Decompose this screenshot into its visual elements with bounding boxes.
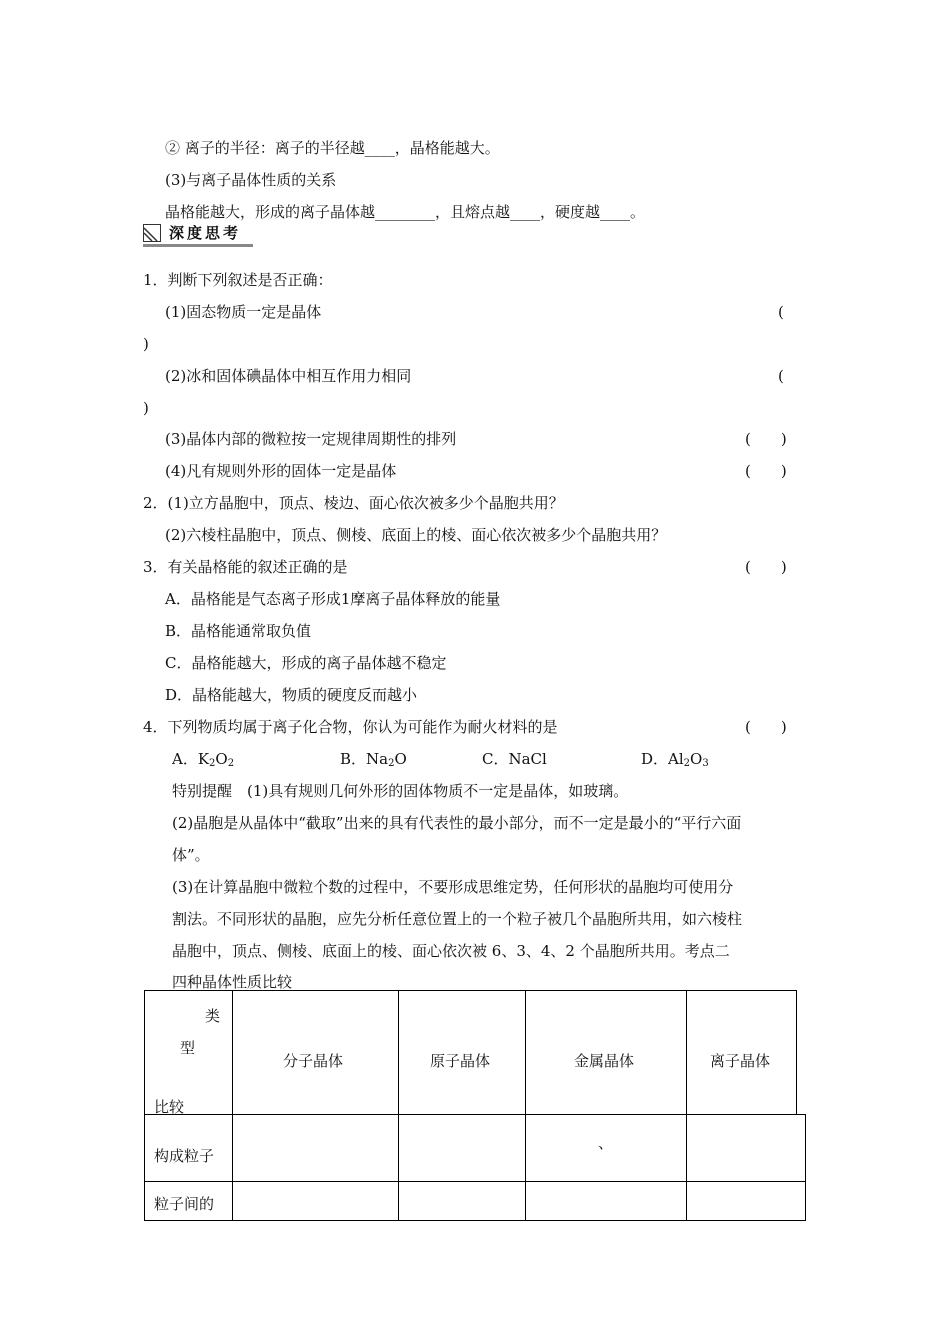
option-c: C．NaCl <box>482 750 547 768</box>
table-cell <box>232 1114 399 1182</box>
tip-line: 体”。 <box>172 846 210 864</box>
question-2-1: 2．(1)立方晶胞中，顶点、棱边、面心依次被多少个晶胞共用？ <box>143 494 564 512</box>
table-cell <box>398 1181 526 1221</box>
tip-line: 特别提醒 (1)具有规则几何外形的固体物质不一定是晶体，如玻璃。 <box>172 782 629 800</box>
question-3: 3．有关晶格能的叙述正确的是 <box>143 558 348 576</box>
column-header: 金属晶体 <box>574 1052 635 1070</box>
question-1-1: (1)固态物质一定是晶体 <box>165 303 322 321</box>
table-cell <box>525 1181 687 1221</box>
section-header <box>143 222 241 243</box>
text-line: (3)与离子晶体性质的关系 <box>165 171 337 189</box>
tip-line: 四种晶体性质比较 <box>172 973 293 991</box>
column-header: 离子晶体 <box>710 1052 771 1070</box>
section-marker-icon <box>143 224 161 242</box>
option-d: D．$Al_2O_3$ <box>641 750 709 769</box>
corner-label-middle: 型 <box>180 1039 196 1057</box>
answer-paren-close: ) <box>143 335 149 353</box>
question-1-4: (4)凡有规则外形的固体一定是晶体 <box>165 462 397 480</box>
text-line: 晶格能越大，形成的离子晶体越________，且熔点越____，硬度越____。 <box>165 203 646 221</box>
row-label: 构成粒子 <box>154 1147 215 1165</box>
option-d: D．晶格能越大，物质的硬度反而越小 <box>165 686 418 704</box>
option-b: B．$Na_2O$ <box>340 750 407 769</box>
table-cell <box>686 1181 806 1221</box>
answer-paren: ( ) <box>745 462 787 480</box>
section-title: 深度思考 <box>169 224 242 242</box>
question-1-3: (3)晶体内部的微粒按一定规律周期性的排列 <box>165 430 457 448</box>
corner-label-bottom: 比较 <box>154 1098 185 1116</box>
option-a: A．$K_2O_2$ <box>172 750 235 769</box>
tip-line: (2)晶胞是从晶体中“截取”出来的具有代表性的最小部分，而不一定是最小的“平行六面 <box>172 814 742 832</box>
text-line: ② 离子的半径：离子的半径越____，晶格能越大。 <box>165 139 500 157</box>
question-4: 4．下列物质均属于离子化合物，你认为可能作为耐火材料的是 <box>143 718 558 736</box>
stray-mark: 、 <box>598 1134 614 1152</box>
column-header: 分子晶体 <box>283 1052 344 1070</box>
option-a: A．晶格能是气态离子形成1摩离子晶体释放的能量 <box>165 590 501 608</box>
answer-paren: ( ) <box>745 558 787 576</box>
answer-paren-open: ( <box>778 303 784 321</box>
section-underline <box>143 244 253 247</box>
table-cell <box>232 1181 399 1221</box>
table-cell <box>398 1114 526 1182</box>
tip-line: 晶胞中，顶点、侧棱、底面上的棱、面心依次被 6、3、4、2 个晶胞所共用。考点二 <box>172 942 730 960</box>
option-b: B．晶格能通常取负值 <box>165 622 312 640</box>
option-c: C．晶格能越大，形成的离子晶体越不稳定 <box>165 654 447 672</box>
question-2-2: (2)六棱柱晶胞中，顶点、侧棱、底面上的棱、面心依次被多少个晶胞共用？ <box>165 526 667 544</box>
tip-line: (3)在计算晶胞中微粒个数的过程中，不要形成思维定势，任何形状的晶胞均可使用分 <box>172 878 734 896</box>
answer-paren-close: ) <box>143 399 149 417</box>
corner-label-top: 类 <box>205 1007 221 1025</box>
answer-paren: ( ) <box>745 718 787 736</box>
tip-line: 割法。不同形状的晶胞，应先分析任意位置上的一个粒子被几个晶胞所共用，如六棱柱 <box>172 910 743 928</box>
question-1: 1．判断下列叙述是否正确： <box>143 271 333 289</box>
answer-paren-open: ( <box>778 367 784 385</box>
column-header: 原子晶体 <box>430 1052 491 1070</box>
row-label: 粒子间的 <box>154 1195 215 1213</box>
answer-paren: ( ) <box>745 430 787 448</box>
question-1-2: (2)冰和固体碘晶体中相互作用力相同 <box>165 367 412 385</box>
table-cell <box>686 1114 806 1182</box>
